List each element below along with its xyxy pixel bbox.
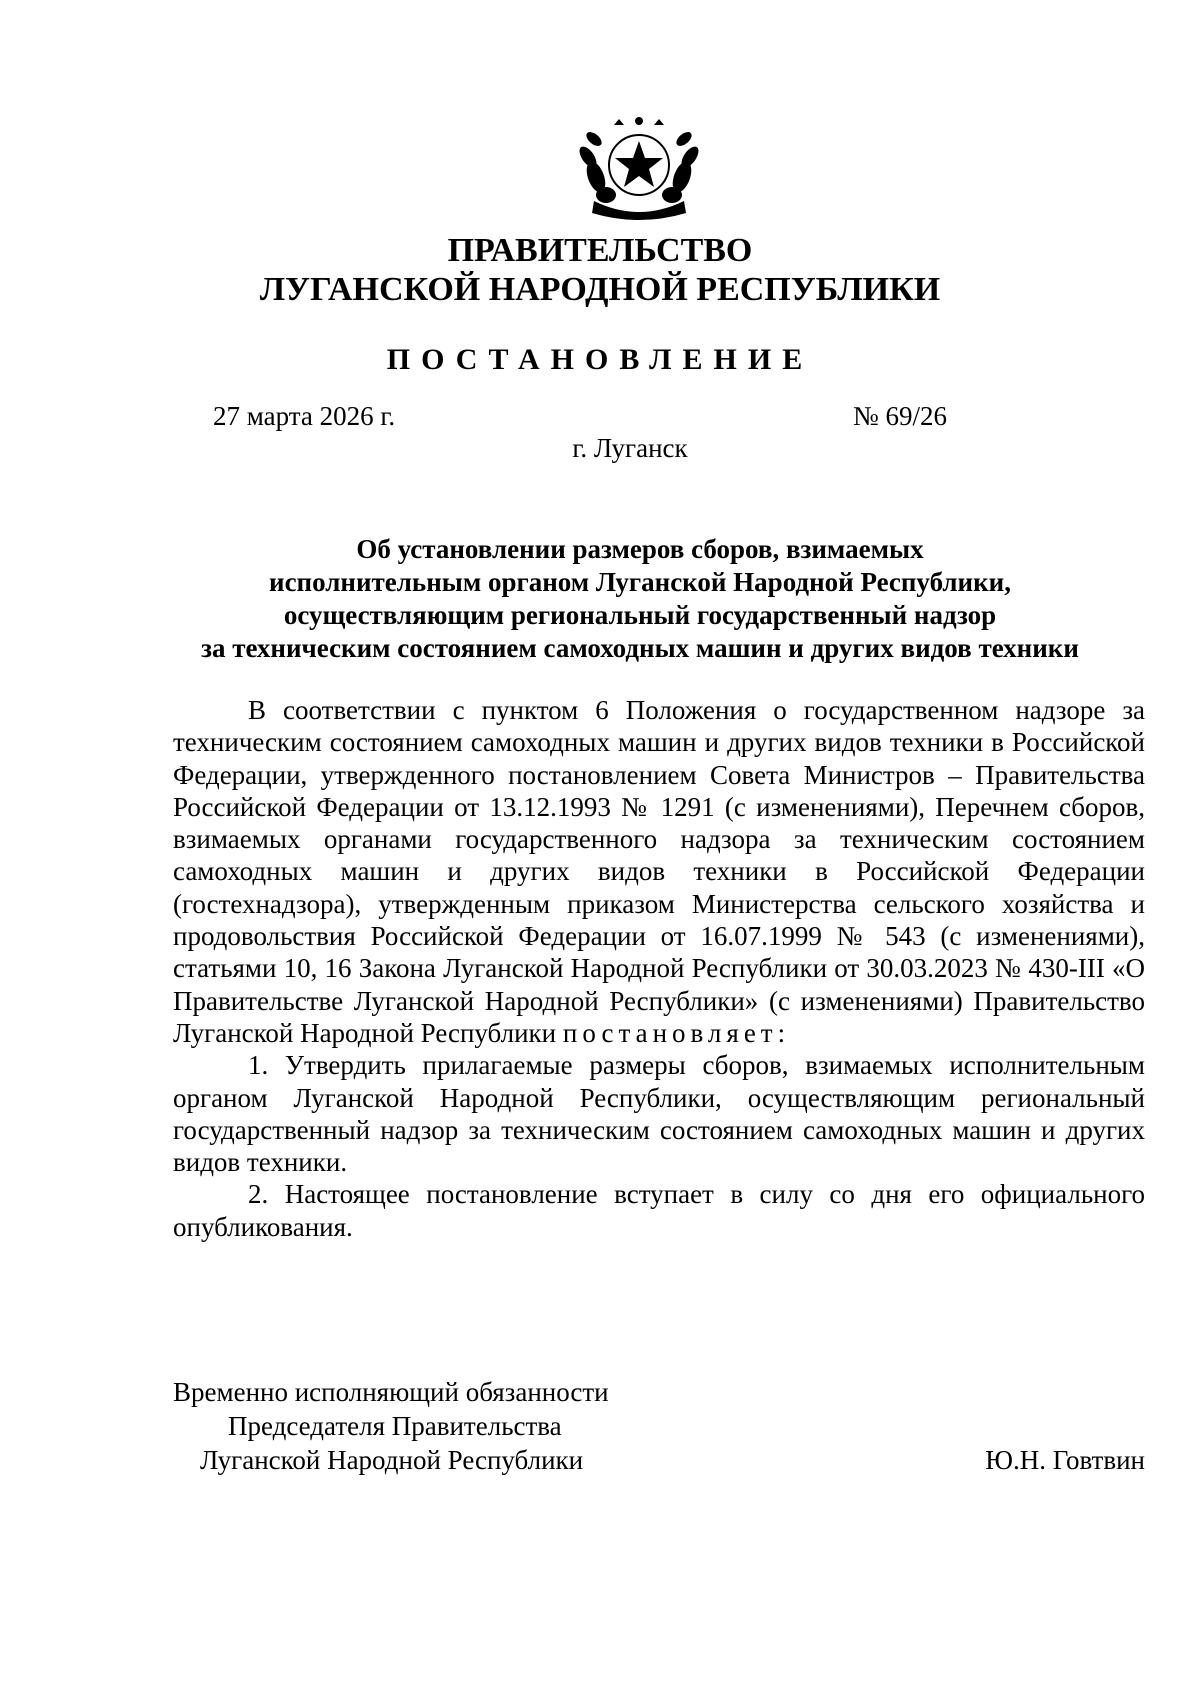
signatory-position-line3: Луганской Народной Республики	[200, 1445, 584, 1475]
preamble-paragraph	[173, 694, 1145, 1049]
document-body	[173, 694, 1145, 1243]
title-line: исполнительным органом Луганской Народной Республики,	[269, 567, 1011, 597]
signatory-position-line2: Председателя Правительства	[228, 1411, 562, 1441]
document-title	[140, 533, 1140, 665]
coat-of-arms-icon	[574, 115, 704, 225]
document-city: г. Луганск	[572, 433, 688, 463]
org-name-line2: ЛУГАНСКОЙ НАРОДНОЙ РЕСПУБЛИКИ	[259, 271, 941, 308]
title-line: Об установлении размеров сборов, взимаемых	[356, 534, 924, 564]
document-type: ПОСТАНОВЛЕНИЕ	[386, 343, 814, 376]
title-line: за техническим состоянием самоходных машин и других видов техники	[201, 633, 1079, 663]
document-number: № 69/26	[853, 401, 948, 431]
item-1: 1. Утвердить прилагаемые размеры сборов, взимаемых исполнительным органом Луганской Народной Республики, осуществляющим региональный государственный надзор за техническим состоянием самоходных машин и других видов техники.	[173, 1050, 1145, 1178]
preamble-text: В соответствии с пунктом 6 Положения о государственном надзоре за техническим состоянием самоходных машин и других видов техники в Российской Федерации, утвержденного постановлением Совета Министров – Правительства Российской Федерации от 13.12.1993 № 1291 (с изменениями), Перечнем сборов, взимаемых органами государственного надзора за техническим состоянием самоходных машин и других видов техники в Российской Федерации (гостехнадзора), утвержденным приказом Министерства сельского хозяйства и продовольствия Российской Федерации от 16.07.1999 № 543 (с изменениями), статьями 10, 16 Закона Луганской Народной Республики от 30.03.2023 № 430-III «О Правительстве Луганской Народной Республики» (с изменениями) Правительство Луганской Народной Республики	[173, 695, 1145, 1048]
signatory-name: Ю.Н. Говтвин	[985, 1445, 1145, 1475]
org-name-line1: ПРАВИТЕЛЬСТВО	[447, 232, 753, 269]
signatory-position-line1: Временно исполняющий обязанности	[173, 1377, 609, 1407]
item-2: 2. Настоящее постановление вступает в силу со дня его официального опубликования.	[173, 1179, 1145, 1242]
document-date: 27 марта 2026 г.	[213, 401, 396, 431]
title-line: осуществляющим региональный государственный надзор	[283, 600, 997, 630]
resolves-word: постановляет:	[562, 1017, 791, 1048]
